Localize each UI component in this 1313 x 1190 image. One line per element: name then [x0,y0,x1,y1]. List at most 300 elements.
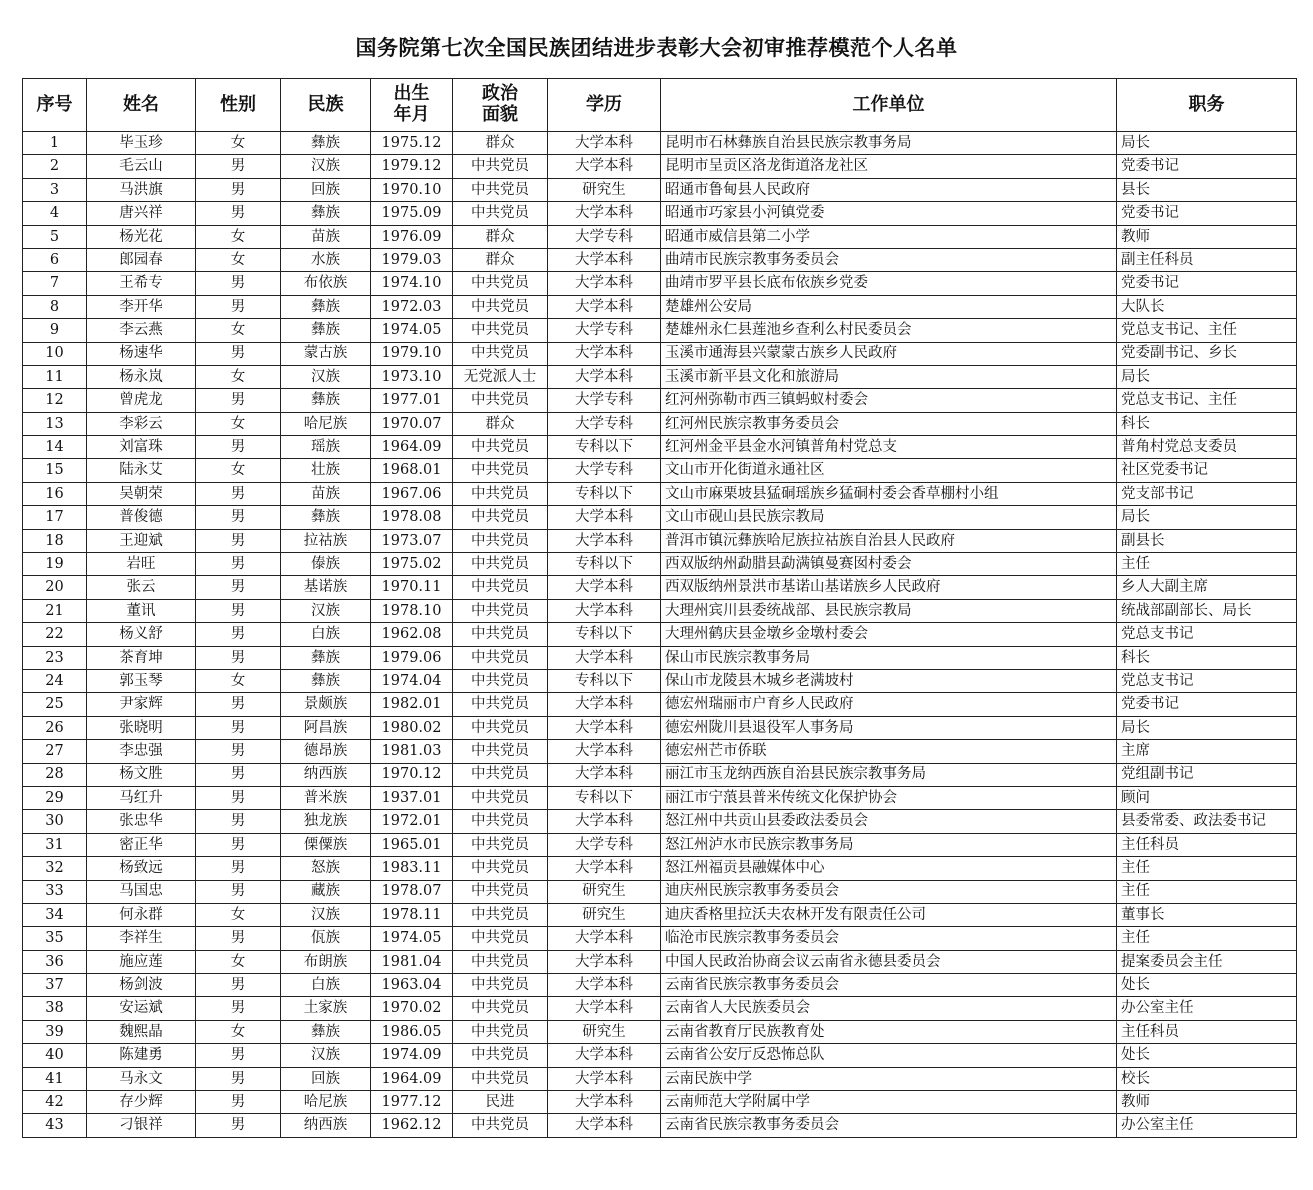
cell-birth: 1970.10 [371,178,453,201]
cell-education: 大学本科 [548,365,661,388]
cell-gender: 男 [196,1067,281,1090]
cell-workplace: 文山市麻栗坡县猛硐瑶族乡猛硐村委会香草棚村小组 [661,482,1117,505]
cell-position: 主任 [1117,857,1297,880]
cell-gender: 男 [196,623,281,646]
cell-education: 大学专科 [548,833,661,856]
cell-workplace: 德宏州陇川县退役军人事务局 [661,716,1117,739]
cell-workplace: 曲靖市罗平县长底布依族乡党委 [661,272,1117,295]
cell-workplace: 怒江州中共贡山县委政法委员会 [661,810,1117,833]
cell-birth: 1974.10 [371,272,453,295]
cell-education: 研究生 [548,178,661,201]
cell-education: 大学本科 [548,1091,661,1114]
cell-gender: 男 [196,436,281,459]
cell-position: 党总支书记 [1117,623,1297,646]
table-row [23,576,1297,599]
cell-name: 刘富珠 [87,436,196,459]
cell-birth: 1981.03 [371,740,453,763]
table-row [23,950,1297,973]
cell-gender: 男 [196,763,281,786]
cell-position: 局长 [1117,132,1297,155]
table-row [23,248,1297,271]
cell-political: 中共党员 [453,506,548,529]
cell-education: 大学本科 [548,155,661,178]
cell-workplace: 德宏州瑞丽市户育乡人民政府 [661,693,1117,716]
cell-birth: 1974.09 [371,1044,453,1067]
cell-workplace: 文山市砚山县民族宗教局 [661,506,1117,529]
cell-education: 大学本科 [548,1044,661,1067]
cell-education: 大学本科 [548,716,661,739]
table-body [23,132,1297,1138]
cell-workplace: 迪庆州民族宗教事务委员会 [661,880,1117,903]
cell-name: 毕玉珍 [87,132,196,155]
cell-name: 曾虎龙 [87,389,196,412]
table-row [23,482,1297,505]
cell-education: 大学本科 [548,997,661,1020]
cell-ethnicity: 哈尼族 [281,1091,371,1114]
cell-position: 主任 [1117,927,1297,950]
cell-index: 3 [23,178,87,201]
cell-birth: 1977.12 [371,1091,453,1114]
table-row [23,669,1297,692]
header-birth-line1: 出生 [393,83,430,105]
cell-ethnicity: 彝族 [281,202,371,225]
cell-position: 校长 [1117,1067,1297,1090]
cell-name: 吴朝荣 [87,482,196,505]
cell-position: 主任科员 [1117,833,1297,856]
cell-position: 党总支书记、主任 [1117,319,1297,342]
cell-education: 研究生 [548,1020,661,1043]
cell-education: 大学本科 [548,529,661,552]
cell-workplace: 昆明市呈贡区洛龙街道洛龙社区 [661,155,1117,178]
cell-workplace: 玉溪市通海县兴蒙蒙古族乡人民政府 [661,342,1117,365]
cell-index: 22 [23,623,87,646]
cell-index: 42 [23,1091,87,1114]
cell-gender: 男 [196,178,281,201]
cell-name: 陈建勇 [87,1044,196,1067]
cell-gender: 女 [196,225,281,248]
cell-education: 大学专科 [548,319,661,342]
cell-gender: 男 [196,599,281,622]
cell-workplace: 普洱市镇沅彝族哈尼族拉祜族自治县人民政府 [661,529,1117,552]
cell-political: 民进 [453,1091,548,1114]
cell-birth: 1972.01 [371,810,453,833]
cell-index: 23 [23,646,87,669]
table-row [23,1020,1297,1043]
cell-education: 大学本科 [548,272,661,295]
cell-education: 大学专科 [548,389,661,412]
cell-gender: 男 [196,786,281,809]
cell-birth: 1937.01 [371,786,453,809]
cell-position: 党总支书记 [1117,669,1297,692]
cell-index: 30 [23,810,87,833]
cell-education: 研究生 [548,880,661,903]
cell-index: 29 [23,786,87,809]
cell-education: 大学本科 [548,927,661,950]
cell-name: 李忠强 [87,740,196,763]
cell-political: 中共党员 [453,295,548,318]
cell-political: 中共党员 [453,482,548,505]
cell-ethnicity: 佤族 [281,927,371,950]
cell-political: 中共党员 [453,1067,548,1090]
cell-index: 28 [23,763,87,786]
cell-political: 中共党员 [453,272,548,295]
cell-workplace: 丽江市玉龙纳西族自治县民族宗教事务局 [661,763,1117,786]
cell-ethnicity: 阿昌族 [281,716,371,739]
cell-workplace: 昭通市威信县第二小学 [661,225,1117,248]
header-political-line2: 面貌 [482,104,518,125]
cell-birth: 1979.12 [371,155,453,178]
cell-name: 王迎斌 [87,529,196,552]
cell-index: 16 [23,482,87,505]
header-birth [371,79,453,132]
cell-political: 中共党员 [453,202,548,225]
cell-education: 大学本科 [548,857,661,880]
table-row [23,272,1297,295]
cell-gender: 男 [196,974,281,997]
cell-name: 张晓明 [87,716,196,739]
table-row [23,857,1297,880]
cell-education: 大学本科 [548,693,661,716]
cell-name: 普俊德 [87,506,196,529]
cell-index: 33 [23,880,87,903]
header-education: 学历 [548,79,661,132]
nominee-table [22,78,1297,1138]
table-row [23,459,1297,482]
cell-name: 存少辉 [87,1091,196,1114]
cell-political: 中共党员 [453,950,548,973]
cell-workplace: 云南省教育厅民族教育处 [661,1020,1117,1043]
cell-ethnicity: 回族 [281,1067,371,1090]
cell-political: 中共党员 [453,1020,548,1043]
cell-name: 刁银祥 [87,1114,196,1137]
cell-position: 党组副书记 [1117,763,1297,786]
cell-political: 中共党员 [453,716,548,739]
cell-gender: 女 [196,903,281,926]
cell-ethnicity: 苗族 [281,225,371,248]
table-row [23,646,1297,669]
cell-workplace: 云南省民族宗教事务委员会 [661,1114,1117,1137]
cell-birth: 1964.09 [371,436,453,459]
cell-political: 中共党员 [453,880,548,903]
cell-workplace: 红河州金平县金水河镇普角村党总支 [661,436,1117,459]
cell-name: 张忠华 [87,810,196,833]
cell-birth: 1978.08 [371,506,453,529]
cell-birth: 1976.09 [371,225,453,248]
cell-index: 7 [23,272,87,295]
table-row [23,1114,1297,1137]
cell-birth: 1980.02 [371,716,453,739]
cell-workplace: 云南民族中学 [661,1067,1117,1090]
cell-political: 中共党员 [453,319,548,342]
cell-birth: 1974.05 [371,927,453,950]
cell-birth: 1975.02 [371,553,453,576]
table-row [23,1044,1297,1067]
cell-gender: 男 [196,295,281,318]
cell-workplace: 曲靖市民族宗教事务委员会 [661,248,1117,271]
cell-name: 密正华 [87,833,196,856]
cell-position: 主任 [1117,553,1297,576]
cell-position: 局长 [1117,365,1297,388]
header-index: 序号 [23,79,87,132]
cell-ethnicity: 独龙族 [281,810,371,833]
table-row [23,529,1297,552]
table-row [23,295,1297,318]
table-row [23,716,1297,739]
cell-name: 马红升 [87,786,196,809]
cell-name: 王希专 [87,272,196,295]
cell-education: 大学本科 [548,1114,661,1137]
cell-name: 郎园春 [87,248,196,271]
cell-workplace: 德宏州芒市侨联 [661,740,1117,763]
cell-name: 魏熙晶 [87,1020,196,1043]
cell-political: 中共党员 [453,693,548,716]
cell-political: 中共党员 [453,669,548,692]
cell-birth: 1978.11 [371,903,453,926]
cell-education: 大学本科 [548,646,661,669]
cell-gender: 男 [196,997,281,1020]
cell-gender: 女 [196,248,281,271]
cell-position: 教师 [1117,225,1297,248]
cell-position: 办公室主任 [1117,997,1297,1020]
header-political [453,79,548,132]
cell-political: 中共党员 [453,576,548,599]
cell-name: 杨速华 [87,342,196,365]
cell-workplace: 文山市开化街道永通社区 [661,459,1117,482]
cell-name: 杨文胜 [87,763,196,786]
cell-ethnicity: 傈僳族 [281,833,371,856]
cell-position: 党委书记 [1117,693,1297,716]
table-row [23,365,1297,388]
cell-ethnicity: 彝族 [281,132,371,155]
cell-index: 39 [23,1020,87,1043]
cell-index: 41 [23,1067,87,1090]
table-row [23,178,1297,201]
cell-education: 大学本科 [548,295,661,318]
cell-name: 杨致远 [87,857,196,880]
table-row [23,342,1297,365]
table-row [23,225,1297,248]
cell-position: 党委书记 [1117,272,1297,295]
cell-index: 43 [23,1114,87,1137]
cell-name: 李开华 [87,295,196,318]
cell-workplace: 丽江市宁蒗县普米传统文化保护协会 [661,786,1117,809]
cell-ethnicity: 土家族 [281,997,371,1020]
cell-birth: 1986.05 [371,1020,453,1043]
cell-index: 36 [23,950,87,973]
cell-political: 中共党员 [453,529,548,552]
table-row [23,436,1297,459]
cell-birth: 1974.05 [371,319,453,342]
cell-birth: 1979.03 [371,248,453,271]
cell-index: 27 [23,740,87,763]
cell-index: 38 [23,997,87,1020]
cell-education: 大学本科 [548,202,661,225]
cell-workplace: 西双版纳州景洪市基诺山基诺族乡人民政府 [661,576,1117,599]
cell-position: 党支部书记 [1117,482,1297,505]
cell-workplace: 红河州民族宗教事务委员会 [661,412,1117,435]
header-ethnicity: 民族 [281,79,371,132]
cell-ethnicity: 壮族 [281,459,371,482]
cell-ethnicity: 纳西族 [281,763,371,786]
cell-education: 大学本科 [548,950,661,973]
cell-political: 中共党员 [453,178,548,201]
cell-name: 岩旺 [87,553,196,576]
cell-position: 主席 [1117,740,1297,763]
cell-index: 35 [23,927,87,950]
cell-name: 茶育坤 [87,646,196,669]
cell-name: 马洪旗 [87,178,196,201]
cell-gender: 男 [196,576,281,599]
cell-gender: 女 [196,319,281,342]
cell-name: 郭玉琴 [87,669,196,692]
cell-position: 副县长 [1117,529,1297,552]
cell-index: 32 [23,857,87,880]
cell-political: 群众 [453,412,548,435]
cell-index: 18 [23,529,87,552]
cell-name: 陆永艾 [87,459,196,482]
header-birth-line2: 年月 [393,104,430,125]
cell-education: 专科以下 [548,553,661,576]
cell-gender: 女 [196,412,281,435]
cell-education: 专科以下 [548,786,661,809]
cell-ethnicity: 布朗族 [281,950,371,973]
cell-name: 杨剑波 [87,974,196,997]
cell-political: 中共党员 [453,342,548,365]
cell-position: 副主任科员 [1117,248,1297,271]
table-row [23,553,1297,576]
cell-birth: 1983.11 [371,857,453,880]
cell-index: 40 [23,1044,87,1067]
cell-name: 杨义舒 [87,623,196,646]
cell-position: 统战部副部长、局长 [1117,599,1297,622]
cell-education: 大学专科 [548,225,661,248]
cell-index: 11 [23,365,87,388]
table-row [23,880,1297,903]
cell-political: 中共党员 [453,997,548,1020]
cell-index: 26 [23,716,87,739]
cell-index: 15 [23,459,87,482]
cell-gender: 男 [196,529,281,552]
cell-index: 4 [23,202,87,225]
cell-ethnicity: 白族 [281,974,371,997]
cell-workplace: 玉溪市新平县文化和旅游局 [661,365,1117,388]
cell-index: 20 [23,576,87,599]
cell-name: 张云 [87,576,196,599]
table-row [23,693,1297,716]
cell-position: 乡人大副主席 [1117,576,1297,599]
cell-ethnicity: 蒙古族 [281,342,371,365]
cell-political: 中共党员 [453,786,548,809]
cell-political: 中共党员 [453,740,548,763]
cell-position: 党委副书记、乡长 [1117,342,1297,365]
cell-birth: 1970.12 [371,763,453,786]
cell-ethnicity: 布依族 [281,272,371,295]
header-political-line1: 政治 [482,83,518,105]
table-row [23,763,1297,786]
cell-ethnicity: 彝族 [281,646,371,669]
cell-position: 处长 [1117,974,1297,997]
cell-index: 6 [23,248,87,271]
cell-gender: 女 [196,950,281,973]
cell-birth: 1979.06 [371,646,453,669]
cell-political: 中共党员 [453,1044,548,1067]
cell-position: 县委常委、政法委书记 [1117,810,1297,833]
cell-political: 中共党员 [453,623,548,646]
cell-education: 大学本科 [548,740,661,763]
cell-gender: 男 [196,1044,281,1067]
cell-ethnicity: 普米族 [281,786,371,809]
cell-political: 中共党员 [453,646,548,669]
cell-index: 5 [23,225,87,248]
cell-gender: 男 [196,342,281,365]
cell-education: 大学专科 [548,412,661,435]
table-row [23,319,1297,342]
cell-index: 37 [23,974,87,997]
cell-gender: 男 [196,202,281,225]
cell-index: 13 [23,412,87,435]
cell-gender: 男 [196,880,281,903]
cell-gender: 男 [196,506,281,529]
cell-workplace: 昭通市巧家县小河镇党委 [661,202,1117,225]
cell-index: 17 [23,506,87,529]
cell-workplace: 云南省人大民族委员会 [661,997,1117,1020]
cell-position: 主任 [1117,880,1297,903]
cell-birth: 1962.08 [371,623,453,646]
cell-gender: 女 [196,459,281,482]
cell-ethnicity: 彝族 [281,1020,371,1043]
cell-workplace: 保山市龙陵县木城乡老满坡村 [661,669,1117,692]
cell-name: 施应莲 [87,950,196,973]
cell-index: 34 [23,903,87,926]
table-row [23,1091,1297,1114]
table-row [23,997,1297,1020]
cell-education: 大学本科 [548,763,661,786]
cell-name: 李云燕 [87,319,196,342]
cell-ethnicity: 怒族 [281,857,371,880]
cell-ethnicity: 傣族 [281,553,371,576]
cell-position: 董事长 [1117,903,1297,926]
cell-political: 中共党员 [453,927,548,950]
cell-gender: 男 [196,482,281,505]
cell-education: 研究生 [548,903,661,926]
cell-workplace: 楚雄州永仁县莲池乡查利么村民委员会 [661,319,1117,342]
cell-political: 中共党员 [453,833,548,856]
cell-gender: 男 [196,389,281,412]
cell-index: 9 [23,319,87,342]
cell-birth: 1962.12 [371,1114,453,1137]
cell-position: 主任科员 [1117,1020,1297,1043]
cell-birth: 1968.01 [371,459,453,482]
table-row [23,810,1297,833]
cell-education: 专科以下 [548,669,661,692]
cell-position: 社区党委书记 [1117,459,1297,482]
cell-education: 大学本科 [548,342,661,365]
cell-position: 局长 [1117,506,1297,529]
cell-birth: 1964.09 [371,1067,453,1090]
header-name: 姓名 [87,79,196,132]
table-row [23,786,1297,809]
cell-ethnicity: 汉族 [281,1044,371,1067]
cell-education: 大学专科 [548,459,661,482]
cell-workplace: 云南省公安厅反恐怖总队 [661,1044,1117,1067]
cell-birth: 1970.02 [371,997,453,1020]
cell-ethnicity: 彝族 [281,319,371,342]
cell-name: 毛云山 [87,155,196,178]
table-row [23,833,1297,856]
cell-birth: 1978.07 [371,880,453,903]
cell-name: 杨光花 [87,225,196,248]
cell-position: 办公室主任 [1117,1114,1297,1137]
